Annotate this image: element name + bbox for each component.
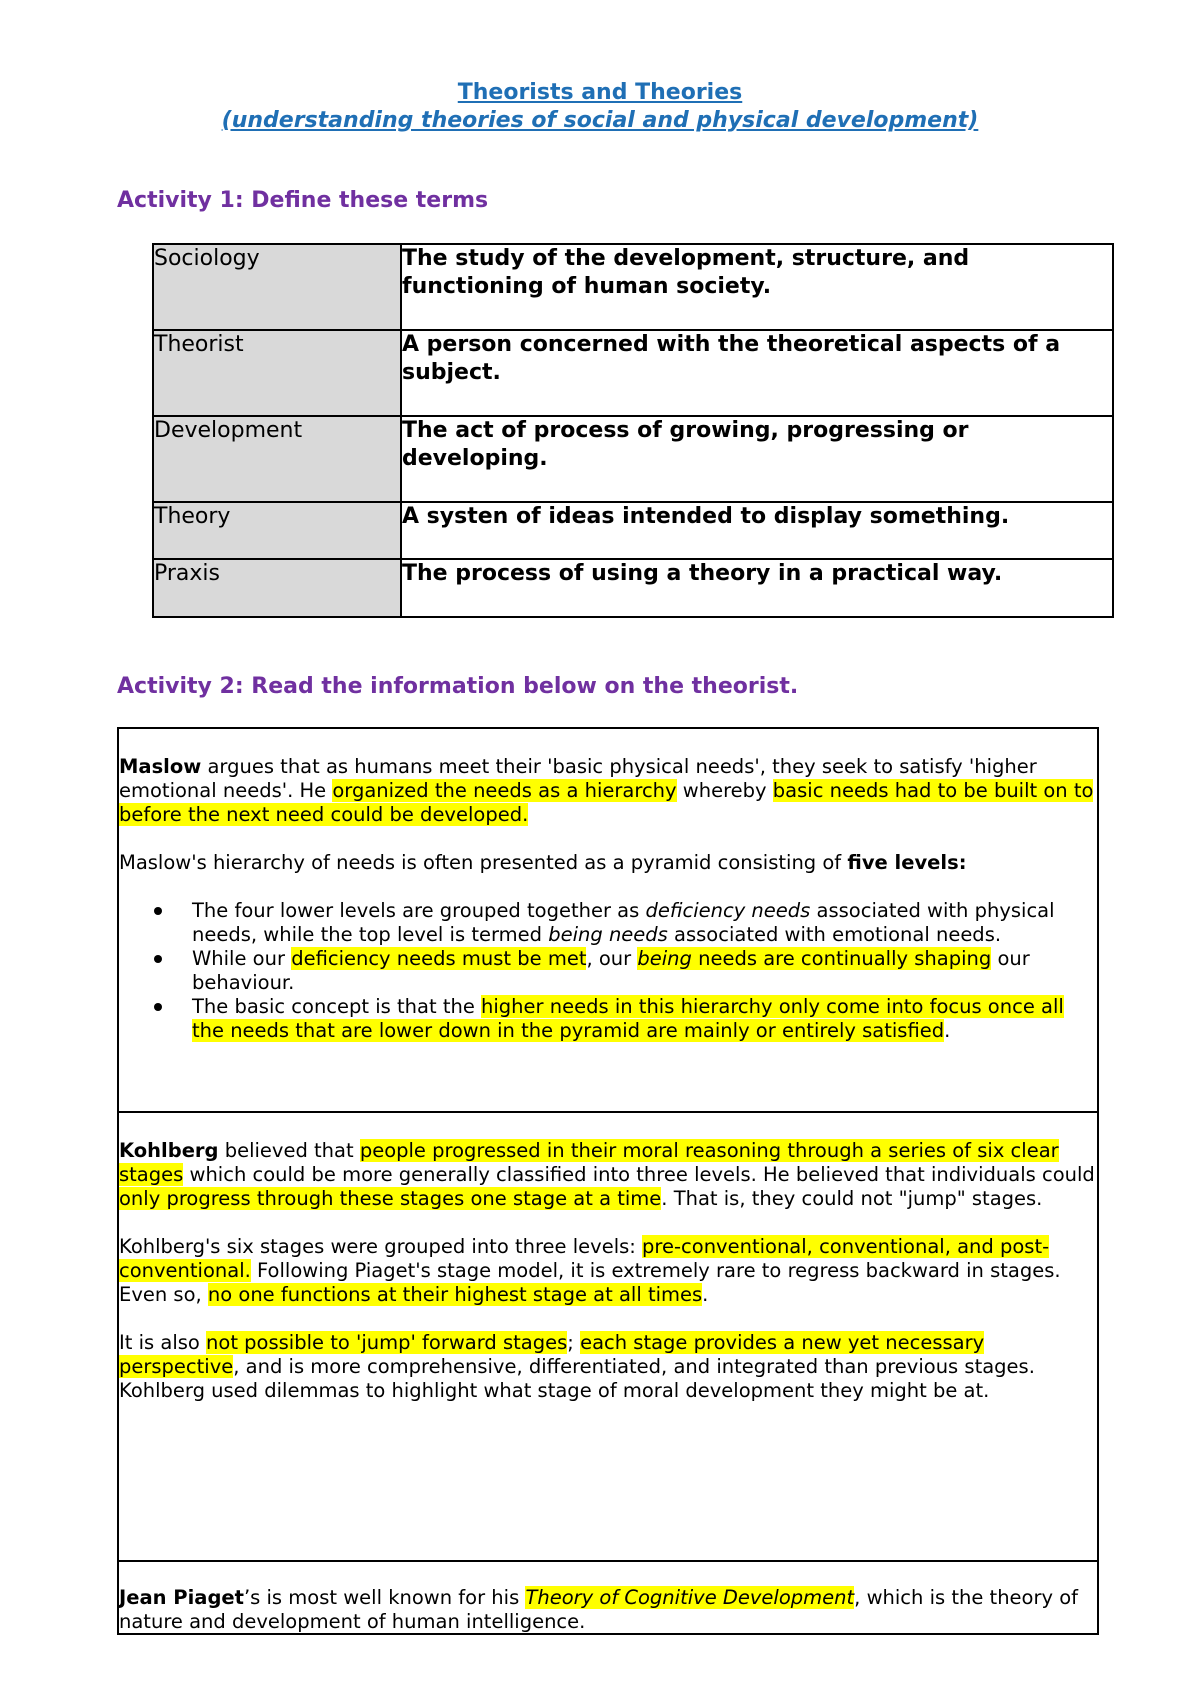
kohlberg-box <box>117 1111 1099 1562</box>
highlight: only progress through these stages one stage at a time <box>119 1187 662 1210</box>
table-row <box>153 416 1113 502</box>
maslow-box <box>117 727 1099 1113</box>
activity-2-heading: Activity 2: Read the information below on the theorist. <box>117 674 799 699</box>
italic-span: being needs <box>548 923 668 946</box>
term-cell: Sociology <box>153 244 401 330</box>
text-span: which could be more generally classified into three levels. He believed that individuals could <box>183 1163 1095 1186</box>
text-span: ; <box>567 1331 581 1354</box>
highlight: basic needs had to be built on to before the next need could be developed. <box>119 779 1094 826</box>
italic-span: Theory of Cognitive Development <box>525 1586 855 1609</box>
term-cell: Theorist <box>153 330 401 416</box>
highlight: not possible to 'jump' forward stages <box>206 1331 568 1354</box>
text-span: whereby <box>676 779 773 802</box>
italic-span: deficiency needs <box>645 899 811 922</box>
page-subtitle: (understanding theories of social and physical development) <box>221 108 979 133</box>
highlight: pre-conventional, conventional, and post-conventional. <box>119 1235 1050 1282</box>
table-row <box>153 244 1113 330</box>
definition-cell: The process of using a theory in a practical way. <box>401 559 1113 617</box>
highlight: deficiency needs must be met <box>291 947 587 970</box>
table-row <box>153 330 1113 416</box>
term-cell: Theory <box>153 502 401 559</box>
definition-cell: The act of process of growing, progressing or developing. <box>401 416 1113 502</box>
maslow-bullet-list <box>119 899 1097 1043</box>
list-item <box>192 995 1097 1043</box>
bold-span: five levels: <box>847 851 967 874</box>
piaget-box <box>117 1560 1099 1635</box>
table-row <box>153 559 1113 617</box>
kohlberg-paragraph-1 <box>119 1139 1097 1211</box>
text-span: , and is more comprehensive, differentiated, and integrated than previous stages. Kohlberg used dilemmas to highlight what stage of moral development they might be at. <box>119 1355 1035 1402</box>
text-span: believed that <box>218 1139 360 1162</box>
highlight: organized the needs as a hierarchy <box>332 779 677 802</box>
text-span: associated with physical needs, while the top level is termed <box>192 899 1055 946</box>
table-row <box>153 502 1113 559</box>
italic-span: being <box>637 947 692 970</box>
text-span: The basic concept is that the <box>192 995 482 1018</box>
theorist-name: Kohlberg <box>119 1139 219 1162</box>
highlight <box>525 1586 854 1609</box>
text-span: our behaviour. <box>192 947 1030 994</box>
text-span: . <box>944 1019 951 1042</box>
term-cell: Development <box>153 416 401 502</box>
page-title: Theorists and Theories <box>457 80 743 105</box>
definition-cell: A systen of ideas intended to display something. <box>401 502 1113 559</box>
activity-1-heading: Activity 1: Define these terms <box>117 188 489 213</box>
text-span: It is also <box>119 1331 207 1354</box>
kohlberg-paragraph-2 <box>119 1235 1097 1307</box>
text-span: , our <box>586 947 638 970</box>
text-span: associated with emotional needs. <box>667 923 1002 946</box>
definition-cell: The study of the development, structure, and functioning of human society. <box>401 244 1113 330</box>
text-span: Following Piaget's stage model, it is extremely rare to regress backward in stages. Even so, <box>119 1259 1061 1306</box>
text-span: Maslow's hierarchy of needs is often presented as a pyramid consisting of <box>119 851 848 874</box>
list-item <box>192 947 1097 995</box>
text-span: , which is the theory of nature and development of human intelligence. <box>119 1586 1079 1633</box>
highlight: no one functions at their highest stage at all times <box>207 1283 703 1306</box>
piaget-paragraph-1 <box>119 1586 1097 1634</box>
theorist-name: Maslow <box>119 755 202 778</box>
highlight: higher needs in this hierarchy only come into focus once all the needs that are lower down in the pyramid are mainly or entirely satisfied <box>192 995 1064 1042</box>
list-item <box>192 899 1097 947</box>
highlight: each stage provides a new yet necessary perspective <box>119 1331 985 1378</box>
text-span: needs are continually shaping <box>691 947 992 970</box>
maslow-paragraph-2 <box>119 851 1097 875</box>
definition-cell: A person concerned with the theoretical aspects of a subject. <box>401 330 1113 416</box>
text-span: The four lower levels are grouped together as <box>192 899 646 922</box>
text-span: Kohlberg's six stages were grouped into three levels: <box>119 1235 643 1258</box>
highlight <box>637 947 991 970</box>
text-span: . <box>702 1283 709 1306</box>
text-span: While our <box>192 947 292 970</box>
text-span: . That is, they could not "jump" stages. <box>661 1187 1043 1210</box>
terms-table <box>152 243 1114 618</box>
theorist-name: Jean Piaget <box>119 1586 244 1609</box>
kohlberg-paragraph-3 <box>119 1331 1097 1403</box>
text-span: ’s is most well known for his <box>243 1586 526 1609</box>
maslow-paragraph-1 <box>119 755 1097 827</box>
highlight: people progressed in their moral reasoning through a series of six clear stages <box>119 1139 1059 1186</box>
text-span: argues that as humans meet their 'basic physical needs', they seek to satisfy 'higher emotional needs'. He <box>119 755 1037 802</box>
term-cell: Praxis <box>153 559 401 617</box>
